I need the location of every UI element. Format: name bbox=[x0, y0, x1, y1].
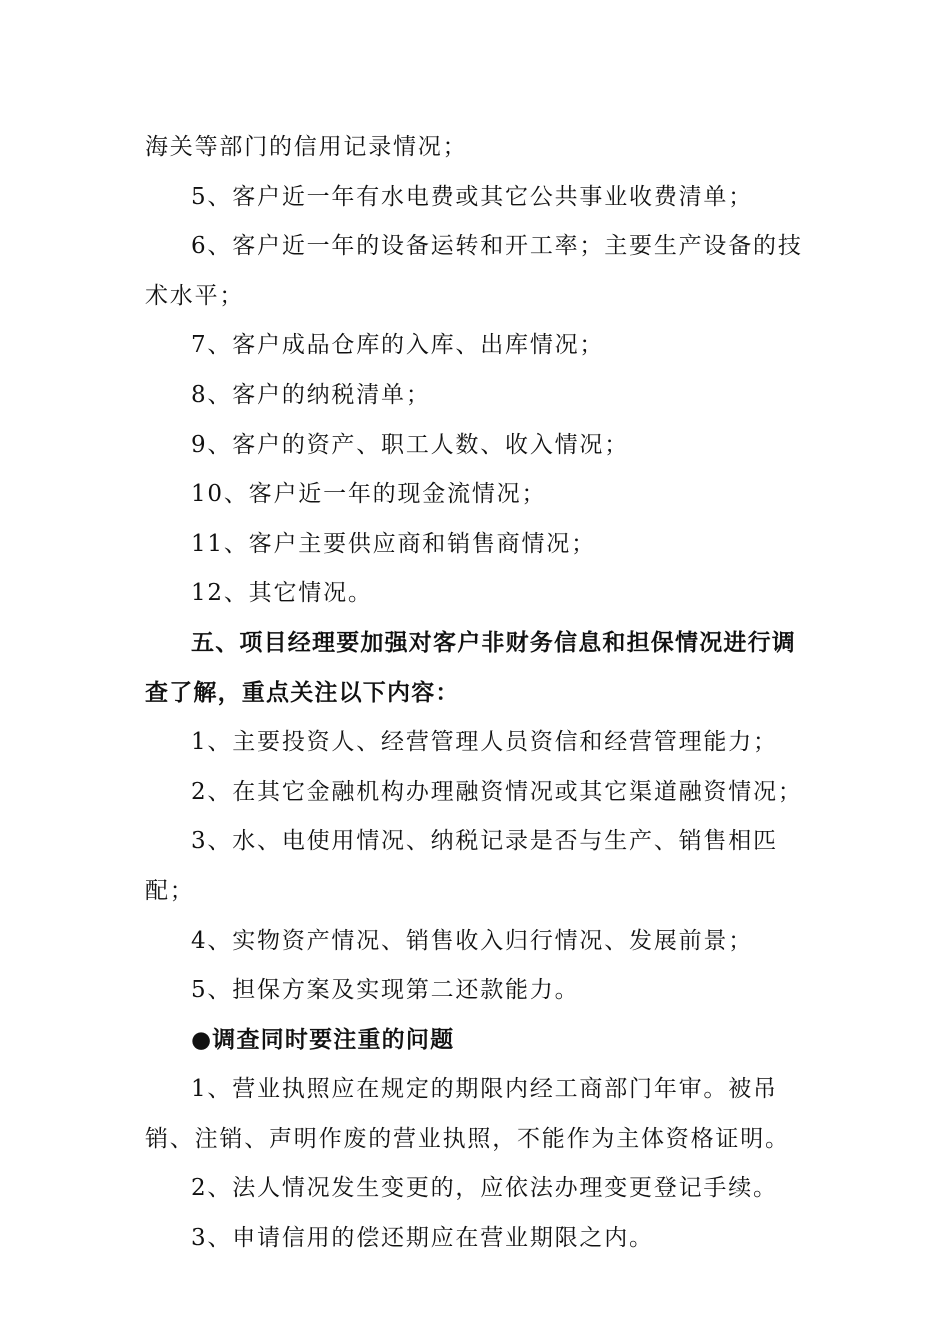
list-item-suppliers: 11、客户主要供应商和销售商情况； bbox=[191, 530, 596, 557]
list-item-utility-tax-match: 3、水、电使用情况、纳税记录是否与生产、销售相匹配； bbox=[145, 828, 778, 904]
list-item-utility-fees: 5、客户近一年有水电费或其它公共事业收费清单； bbox=[191, 183, 754, 210]
list-item-repayment-period: 3、申请信用的偿还期应在营业期限之内。 bbox=[191, 1225, 654, 1252]
list-item-warehouse: 7、客户成品仓库的入库、出库情况； bbox=[191, 332, 605, 359]
paragraph-credit-records: 海关等部门的信用记录情况； bbox=[145, 134, 468, 160]
list-item-guarantee: 5、担保方案及实现第二还款能力。 bbox=[191, 977, 580, 1004]
list-item-physical-assets: 4、实物资产情况、销售收入归行情况、发展前景； bbox=[191, 927, 754, 954]
list-item-business-license: 1、营业执照应在规定的期限内经工商部门年审。被吊销、注销、声明作废的营业执照，不能作为主体资格证明。 bbox=[145, 1076, 790, 1152]
bullet-heading: ●调查同时要注重的问题 bbox=[191, 1026, 455, 1053]
list-item-equipment-operation: 6、客户近一年的设备运转和开工率；主要生产设备的技术水平； bbox=[145, 233, 803, 309]
document-body bbox=[145, 123, 810, 1264]
list-item-tax-list: 8、客户的纳税清单； bbox=[191, 381, 431, 408]
list-item-assets-staff: 9、客户的资产、职工人数、收入情况； bbox=[191, 431, 630, 458]
section-heading-five: 五、项目经理要加强对客户非财务信息和担保情况进行调查了解，重点关注以下内容： bbox=[145, 629, 796, 706]
list-item-cash-flow: 10、客户近一年的现金流情况； bbox=[191, 481, 547, 508]
list-item-investors: 1、主要投资人、经营管理人员资信和经营管理能力； bbox=[191, 729, 778, 756]
list-item-legal-change: 2、法人情况发生变更的，应依法办理变更登记手续。 bbox=[191, 1175, 778, 1202]
list-item-financing: 2、在其它金融机构办理融资情况或其它渠道融资情况； bbox=[191, 778, 803, 805]
list-item-other: 12、其它情况。 bbox=[191, 580, 373, 607]
